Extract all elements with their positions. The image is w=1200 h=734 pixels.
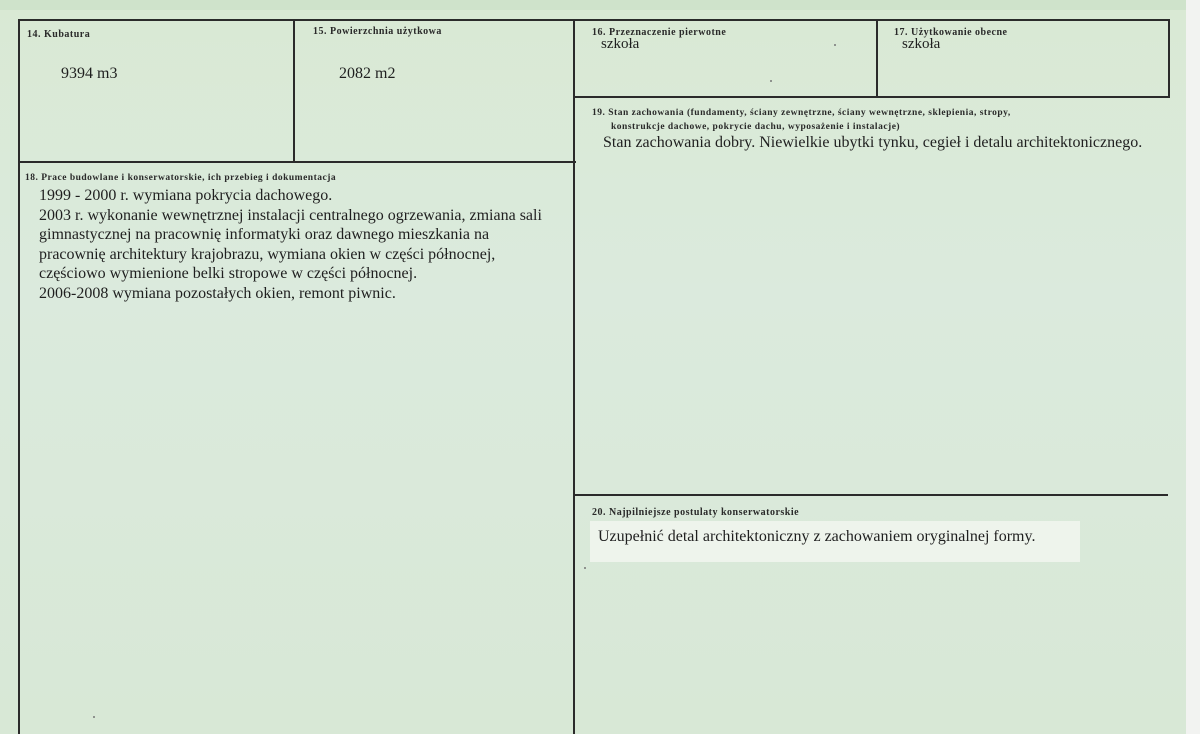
scan-speck bbox=[93, 716, 95, 718]
field-18-line: 2006-2008 wymiana pozostałych okien, remont piwnic. bbox=[39, 284, 396, 302]
field-17-label: 17. Użytkowanie obecne bbox=[894, 27, 1008, 38]
field-18-line: 2003 r. wykonanie wewnętrznej instalacji centralnego ogrzewania, zmiana sali bbox=[39, 206, 542, 224]
right-border-top bbox=[1168, 19, 1170, 97]
field-15-value: 2082 m2 bbox=[339, 65, 396, 82]
scan-speck bbox=[584, 567, 586, 569]
top-band bbox=[0, 0, 1200, 10]
divider-16-17 bbox=[876, 19, 878, 97]
field-17-value: szkoła bbox=[902, 36, 941, 52]
left-border bbox=[18, 19, 20, 734]
field-18-line: pracownię architektury krajobrazu, wymiana okien w części północnej, bbox=[39, 245, 496, 263]
field-14-value: 9394 m3 bbox=[61, 65, 118, 82]
field-19-value: Stan zachowania dobry. Niewielkie ubytki tynku, cegieł i detalu architektonicznego. bbox=[603, 134, 1143, 151]
field-18-line: 1999 - 2000 r. wymiana pokrycia dachowego. bbox=[39, 187, 333, 204]
rule-under-14-15 bbox=[18, 161, 576, 163]
field-15-label: 15. Powierzchnia użytkowa bbox=[313, 26, 442, 37]
field-18-line: gimnastycznej na pracownię informatyki oraz dawnego mieszkania na bbox=[39, 226, 490, 243]
scan-speck bbox=[770, 80, 772, 82]
field-18-label: 18. Prace budowlane i konserwatorskie, ich przebieg i dokumentacja bbox=[25, 173, 337, 183]
field-18-text bbox=[39, 186, 542, 303]
field-20-value: Uzupełnić detal architektoniczny z zachowaniem oryginalnej formy. bbox=[598, 528, 1036, 545]
field-18-line: częściowo wymienione belki stropowe w części północnej. bbox=[39, 265, 418, 282]
divider-14-15 bbox=[293, 19, 295, 162]
scan-speck bbox=[834, 44, 836, 46]
field-20-label: 20. Najpilniejsze postulaty konserwatorskie bbox=[592, 507, 800, 518]
field-16-value: szkoła bbox=[601, 36, 640, 52]
rule-under-16-17 bbox=[575, 96, 1170, 98]
field-14-label: 14. Kubatura bbox=[27, 29, 91, 40]
field-19-label: 19. Stan zachowania (fundamenty, ściany zewnętrzne, ściany wewnętrzne, sklepienia, stropy, bbox=[592, 108, 1011, 118]
center-divider bbox=[573, 19, 575, 734]
field-16-label: 16. Przeznaczenie pierwotne bbox=[592, 27, 727, 38]
right-edge-strip bbox=[1186, 0, 1200, 734]
field-19-label-continued: konstrukcje dachowe, pokrycie dachu, wyposażenie i instalacje) bbox=[611, 122, 901, 132]
top-rule bbox=[18, 19, 1170, 21]
rule-above-20 bbox=[575, 494, 1168, 496]
